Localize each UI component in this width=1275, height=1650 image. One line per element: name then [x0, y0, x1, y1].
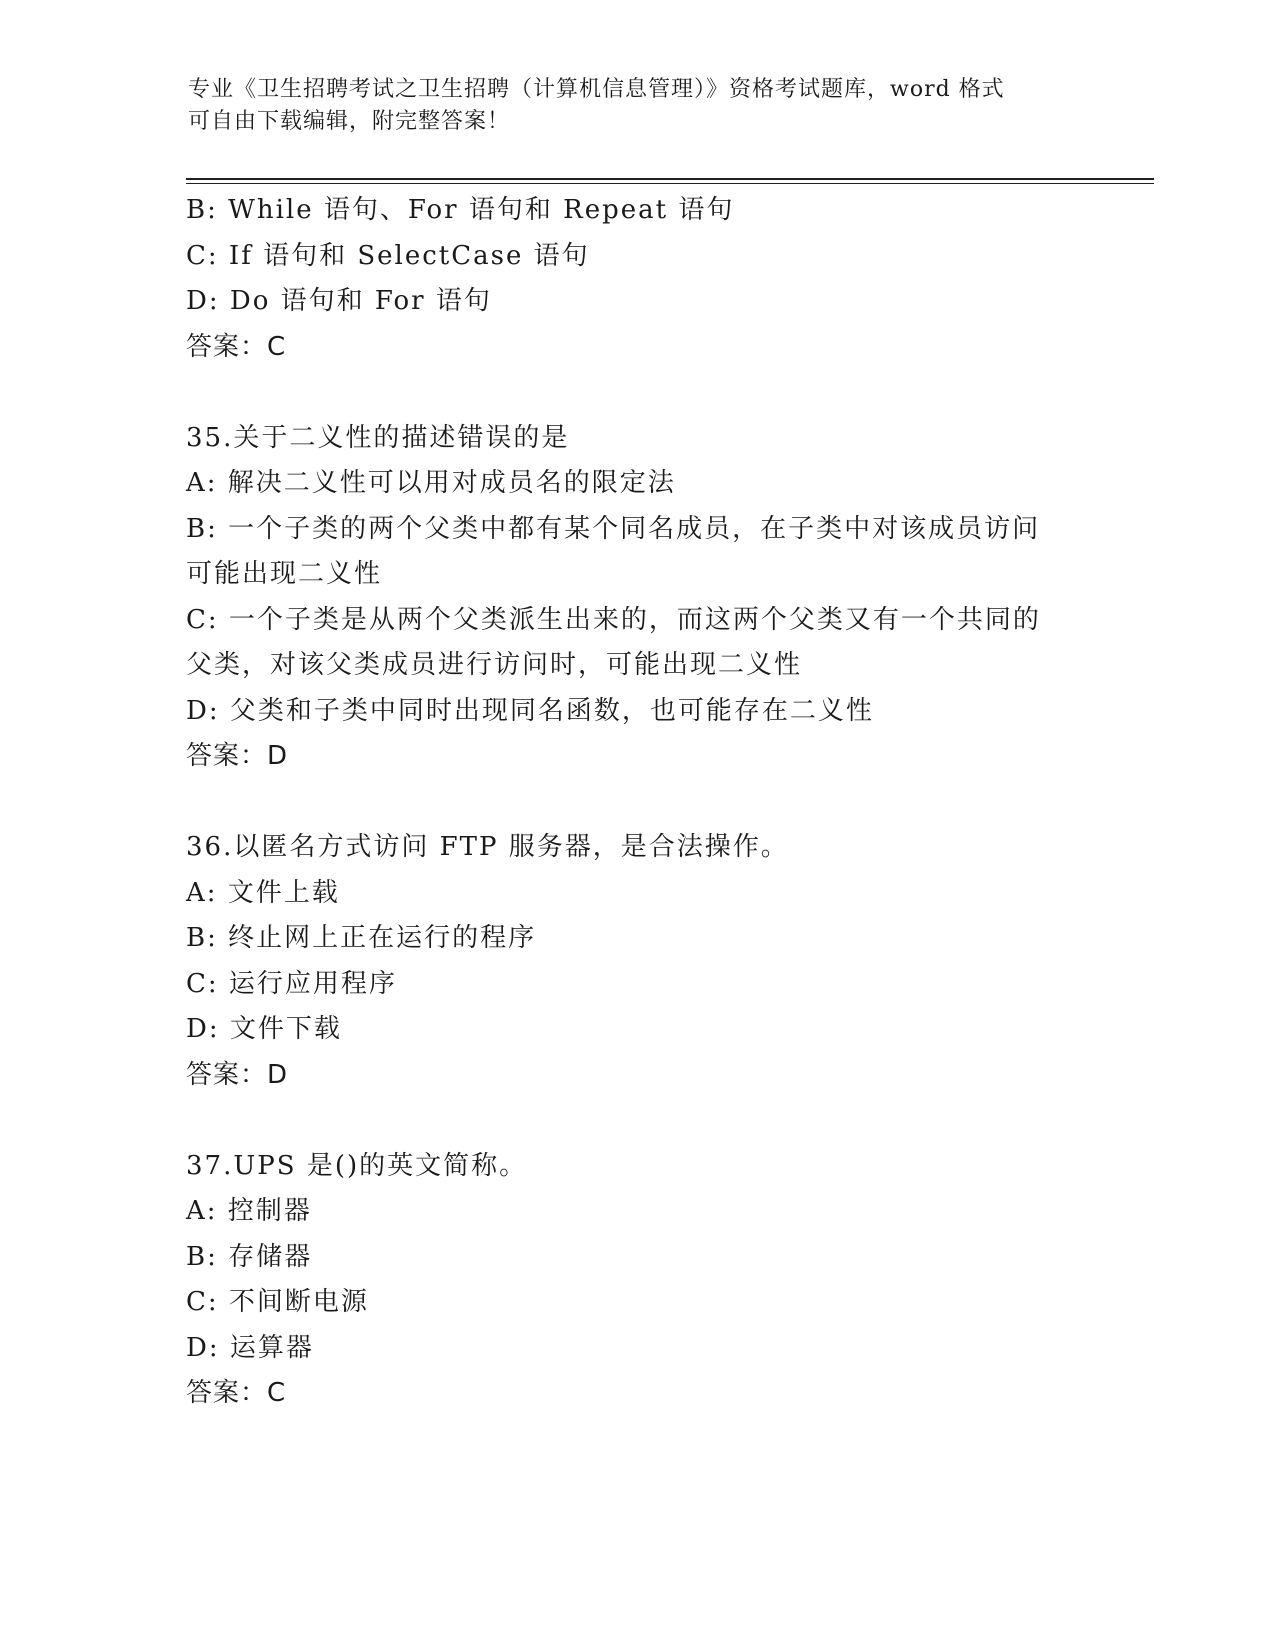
option-a: A: 控制器: [186, 1196, 312, 1226]
question-list: [186, 188, 1086, 1417]
question-block-35: [186, 416, 1086, 780]
question-block-37: [186, 1144, 1086, 1417]
answer-line: 答案：C: [186, 1378, 287, 1408]
option-d: D: 文件下载: [186, 1014, 342, 1044]
header-divider-thin: [186, 183, 1154, 184]
option-d: D: 运算器: [186, 1332, 314, 1363]
option-b: B: 终止网上正在运行的程序: [186, 923, 537, 953]
header-line-2: 可自由下载编辑，附完整答案！: [188, 109, 511, 134]
header-line-1: 专业《卫生招聘考试之卫生招聘（计算机信息管理）》资格考试题库，word 格式: [188, 77, 1005, 102]
answer-line: 答案：C: [186, 331, 287, 362]
option-b: B: 一个子类的两个父类中都有某个同名成员，在子类中对该成员访问: [186, 513, 1041, 544]
answer-line: 答案：D: [186, 741, 289, 771]
option-d: D: Do 语句和 For 语句: [186, 286, 492, 316]
question-block-34: [186, 188, 1086, 370]
header-divider-thick: [186, 178, 1154, 180]
option-c: C: If 语句和 SelectCase 语句: [186, 240, 590, 271]
question-stem: 35.关于二义性的描述错误的是: [186, 422, 570, 453]
option-d: D: 父类和子类中同时出现同名函数，也可能存在二义性: [186, 695, 874, 726]
question-block-36: [186, 825, 1086, 1098]
document-header: [188, 74, 1088, 138]
option-c: C: 不间断电源: [186, 1287, 369, 1317]
option-a: A: 文件上载: [186, 877, 340, 908]
option-c: C: 运行应用程序: [186, 968, 397, 999]
option-b: B: While 语句、For 语句和 Repeat 语句: [186, 195, 735, 225]
question-stem: 37.UPS 是()的英文简称。: [186, 1150, 528, 1181]
option-b-continued: 可能出现二义性: [186, 559, 383, 589]
answer-line: 答案：D: [186, 1059, 289, 1090]
option-b: B: 存储器: [186, 1241, 313, 1272]
option-a: A: 解决二义性可以用对成员名的限定法: [186, 468, 676, 498]
option-c-continued: 父类，对该父类成员进行访问时，可能出现二义性: [186, 650, 803, 680]
question-stem: 36.以匿名方式访问 FTP 服务器，是合法操作。: [186, 832, 789, 862]
option-c: C: 一个子类是从两个父类派生出来的，而这两个父类又有一个共同的: [186, 604, 1041, 635]
